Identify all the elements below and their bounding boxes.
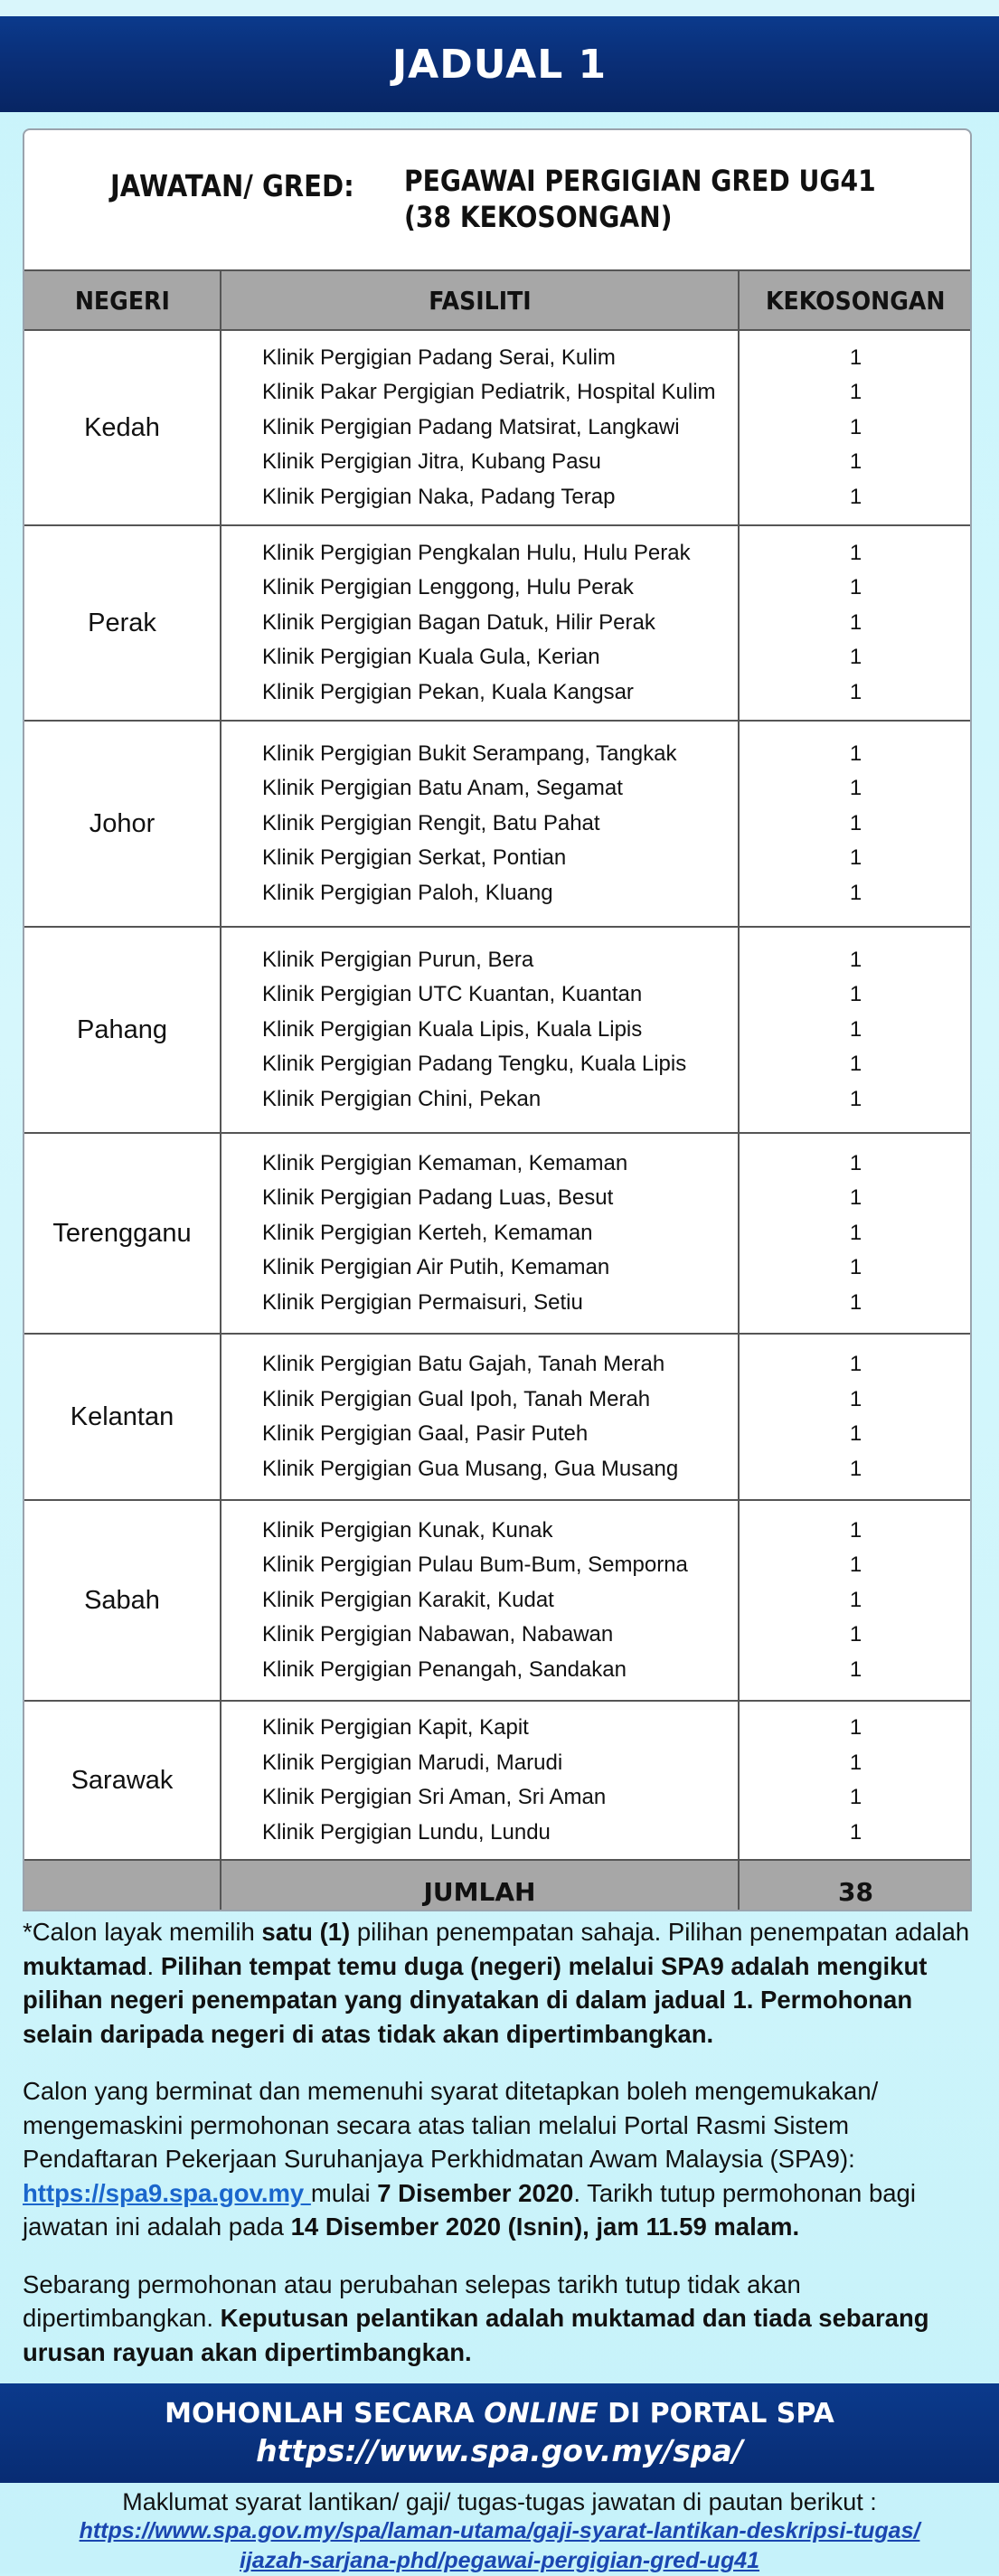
vacancy-count: 1 (849, 679, 862, 704)
vacancy-count: 1 (849, 982, 862, 1007)
vacancy-count: 1 (849, 1715, 862, 1740)
vacancy-count: 1 (849, 1220, 862, 1245)
vacancy-count: 1 (849, 540, 862, 565)
facility-item: Klinik Pergigian Jitra, Kubang Pasu (262, 449, 601, 475)
table-row (24, 1701, 972, 1860)
vacancy-count: 1 (849, 484, 862, 509)
jawatan-title: PEGAWAI PERGIGIAN GRED UG41 (404, 164, 876, 198)
fasiliti-cell (221, 1334, 739, 1500)
vacancy-count: 1 (849, 414, 862, 439)
table-row (24, 330, 972, 525)
vacancy-count: 1 (849, 1016, 862, 1042)
kekosongan-cell (739, 1701, 972, 1860)
facility-item: Klinik Pergigian Padang Matsirat, Langkawi (262, 414, 680, 439)
fasiliti-cell (221, 525, 739, 721)
negeri-cell: Kelantan (24, 1334, 221, 1500)
table-row (24, 1500, 972, 1701)
negeri-cell: Pahang (24, 927, 221, 1133)
vacancy-count: 1 (849, 1456, 862, 1481)
jawatan-vacancy-count: (38 KEKOSONGAN) (404, 200, 673, 234)
column-header-kekosongan: KEKOSONGAN (739, 270, 972, 330)
kekosongan-cell (739, 927, 972, 1133)
header-banner (0, 16, 999, 112)
facility-item: Klinik Pergigian Gua Musang, Gua Musang (262, 1456, 679, 1481)
vacancy-count: 1 (849, 1086, 862, 1111)
fasiliti-cell (221, 721, 739, 927)
table-row (24, 525, 972, 721)
facility-item: Klinik Pergigian Rengit, Batu Pahat (262, 810, 600, 835)
vacancy-count: 1 (849, 1819, 862, 1845)
facility-item: Klinik Pergigian Purun, Bera (262, 947, 534, 972)
vacancy-count: 1 (849, 1587, 862, 1612)
fasiliti-cell (221, 330, 739, 525)
negeri-cell: Kedah (24, 330, 221, 525)
facility-item: Klinik Pergigian Kerteh, Kemaman (262, 1220, 593, 1245)
facility-item: Klinik Pergigian Gaal, Pasir Puteh (262, 1421, 589, 1446)
vacancy-count: 1 (849, 1517, 862, 1543)
facility-item: Klinik Pergigian Marudi, Marudi (262, 1750, 563, 1775)
facility-item: Klinik Pergigian Lenggong, Hulu Perak (262, 575, 634, 600)
fasiliti-cell (221, 1500, 739, 1701)
fasiliti-cell (221, 1133, 739, 1334)
vacancy-count: 1 (849, 344, 862, 370)
facility-item: Klinik Pergigian Serkat, Pontian (262, 845, 567, 871)
facility-item: Klinik Pergigian Penangah, Sandakan (262, 1656, 627, 1682)
facility-item: Klinik Pergigian Batu Anam, Segamat (262, 776, 623, 801)
facility-item: Klinik Pergigian Padang Tengku, Kuala Lipis (262, 1052, 687, 1077)
facility-item: Klinik Pergigian Kapit, Kapit (262, 1715, 529, 1740)
notes-section (23, 1915, 981, 2392)
note-application: Calon yang berminat dan memenuhi syarat ditetapkan boleh mengemukakan/ mengemaskini permohonan secara atas talian melalui Portal Rasmi Sistem Pendaftaran Pekerjaan Suruhanjaya Perkhidmatan Awam Malaysia (SPA9): https://spa9.spa.gov.my mulai 7 Disember 2020. Tarikh tutup permohonan bagi jawatan ini adalah pada 14 Disember 2020 (Isnin), jam 11.59 malam. (23, 2077, 916, 2241)
negeri-cell: Sarawak (24, 1701, 221, 1860)
footer-portal-url[interactable]: https://www.spa.gov.my/spa/ (256, 2433, 743, 2468)
vacancy-count: 1 (849, 1289, 862, 1315)
facility-item: Klinik Pergigian Pekan, Kuala Kangsar (262, 679, 634, 704)
facility-item: Klinik Pergigian Air Putih, Kemaman (262, 1255, 610, 1280)
facility-item: Klinik Pergigian Kemaman, Kemaman (262, 1150, 628, 1175)
facility-item: Klinik Pergigian Paloh, Kluang (262, 880, 553, 905)
facility-item: Klinik Pergigian Karakit, Kudat (262, 1587, 554, 1612)
vacancy-count: 1 (849, 1785, 862, 1809)
kekosongan-cell (739, 721, 972, 927)
kekosongan-cell (739, 525, 972, 721)
facility-item: Klinik Pergigian Pengkalan Hulu, Hulu Perak (262, 540, 691, 565)
kekosongan-cell (739, 1500, 972, 1701)
vacancy-count: 1 (849, 1386, 862, 1411)
facility-item: Klinik Pergigian Batu Gajah, Tanah Merah (262, 1352, 665, 1376)
vacancy-count: 1 (849, 1185, 862, 1211)
facility-item: Klinik Pergigian UTC Kuantan, Kuantan (262, 982, 643, 1007)
negeri-cell: Johor (24, 721, 221, 927)
fasiliti-cell (221, 1701, 739, 1860)
vacancy-table (23, 269, 972, 1911)
info-link-line2[interactable]: ijazah-sarjana-phd/pegawai-pergigian-gred-ug41 (239, 2548, 760, 2573)
jawatan-label: JAWATAN/ GRED: (110, 168, 354, 203)
facility-item: Klinik Pergigian Chini, Pekan (262, 1086, 542, 1111)
footer-callout: MOHONLAH SECARA ONLINE DI PORTAL SPA (165, 2398, 834, 2430)
facility-item: Klinik Pergigian Sri Aman, Sri Aman (262, 1785, 607, 1809)
facility-item: Klinik Pergigian Kuala Lipis, Kuala Lipis (262, 1016, 643, 1042)
table-row (24, 927, 972, 1133)
table-header-row (24, 270, 972, 330)
vacancy-count: 1 (849, 1150, 862, 1175)
vacancy-count: 1 (849, 845, 862, 871)
page-title: JADUAL 1 (391, 41, 608, 88)
total-value: 38 (739, 1860, 972, 1911)
spa9-link[interactable]: https://spa9.spa.gov.my (23, 2178, 311, 2207)
facility-item: Klinik Pergigian Pulau Bum-Bum, Semporna (262, 1552, 688, 1578)
total-row (24, 1860, 972, 1911)
vacancy-count: 1 (849, 776, 862, 801)
info-links-section (0, 2483, 999, 2573)
table-row (24, 721, 972, 927)
negeri-cell: Terengganu (24, 1133, 221, 1334)
facility-item: Klinik Pergigian Padang Serai, Kulim (262, 344, 616, 370)
note-selection-rule: *Calon layak memilih satu (1) pilihan penempatan sahaja. Pilihan penempatan adalah muktamad. Pilihan tempat temu duga (negeri) melalui SPA9 adalah mengikut pilihan negeri penempatan yang dinyatakan di dalam jadual 1. Permohonan selain daripada negeri di atas tidak akan dipertimbangkan. (23, 1918, 970, 2048)
note-decision: Sebarang permohonan atau perubahan selepas tarikh tutup tidak akan dipertimbangkan. Keputusan pelantikan adalah muktamad dan tiada sebarang urusan rayuan akan dipertimbangkan. (23, 2269, 929, 2366)
vacancy-count: 1 (849, 449, 862, 475)
facility-item: Klinik Pergigian Padang Luas, Besut (262, 1185, 614, 1211)
facility-item: Klinik Pergigian Gual Ipoh, Tanah Merah (262, 1386, 651, 1411)
facility-item: Klinik Pergigian Kuala Gula, Kerian (262, 645, 600, 670)
table-row (24, 1133, 972, 1334)
footer-banner (0, 2383, 999, 2483)
vacancy-count: 1 (849, 380, 862, 405)
vacancy-count: 1 (849, 1255, 862, 1280)
jawatan-section (24, 130, 970, 271)
vacancy-count: 1 (849, 1656, 862, 1682)
vacancy-count: 1 (849, 609, 862, 635)
facility-item: Klinik Pergigian Permaisuri, Setiu (262, 1289, 583, 1315)
vacancy-count: 1 (849, 880, 862, 905)
info-text: Maklumat syarat lantikan/ gaji/ tugas-tugas jawatan di pautan berikut : (122, 2488, 877, 2515)
negeri-cell: Sabah (24, 1500, 221, 1701)
vacancy-count: 1 (849, 1421, 862, 1446)
facility-item: Klinik Pergigian Kunak, Kunak (262, 1517, 553, 1543)
facility-item: Klinik Pergigian Bagan Datuk, Hilir Perak (262, 609, 655, 635)
facility-item: Klinik Pergigian Nabawan, Nabawan (262, 1622, 614, 1647)
vacancy-count: 1 (849, 575, 862, 600)
facility-item: Klinik Pergigian Bukit Serampang, Tangkak (262, 741, 677, 766)
column-header-fasiliti: FASILITI (221, 270, 739, 330)
total-empty-cell (24, 1860, 221, 1911)
vacancy-count: 1 (849, 1352, 862, 1376)
info-link-line1[interactable]: https://www.spa.gov.my/spa/laman-utama/gaji-syarat-lantikan-deskripsi-tugas/ (79, 2518, 920, 2543)
vacancy-count: 1 (849, 1052, 862, 1077)
facility-item: Klinik Pergigian Naka, Padang Terap (262, 484, 616, 509)
facility-item: Klinik Pergigian Lundu, Lundu (262, 1819, 551, 1845)
facility-item: Klinik Pakar Pergigian Pediatrik, Hospital Kulim (262, 380, 716, 405)
negeri-cell: Perak (24, 525, 221, 721)
column-header-negeri: NEGERI (24, 270, 221, 330)
top-strip (0, 0, 999, 16)
kekosongan-cell (739, 1133, 972, 1334)
vacancy-count: 1 (849, 1552, 862, 1578)
vacancy-card (23, 128, 972, 1911)
kekosongan-cell (739, 330, 972, 525)
jawatan-value (404, 163, 876, 235)
vacancy-count: 1 (849, 810, 862, 835)
vacancy-count: 1 (849, 741, 862, 766)
vacancy-count: 1 (849, 645, 862, 670)
vacancy-count: 1 (849, 1622, 862, 1647)
vacancy-count: 1 (849, 947, 862, 972)
total-label: JUMLAH (221, 1860, 739, 1911)
table-row (24, 1334, 972, 1500)
fasiliti-cell (221, 927, 739, 1133)
vacancy-count: 1 (849, 1750, 862, 1775)
kekosongan-cell (739, 1334, 972, 1500)
